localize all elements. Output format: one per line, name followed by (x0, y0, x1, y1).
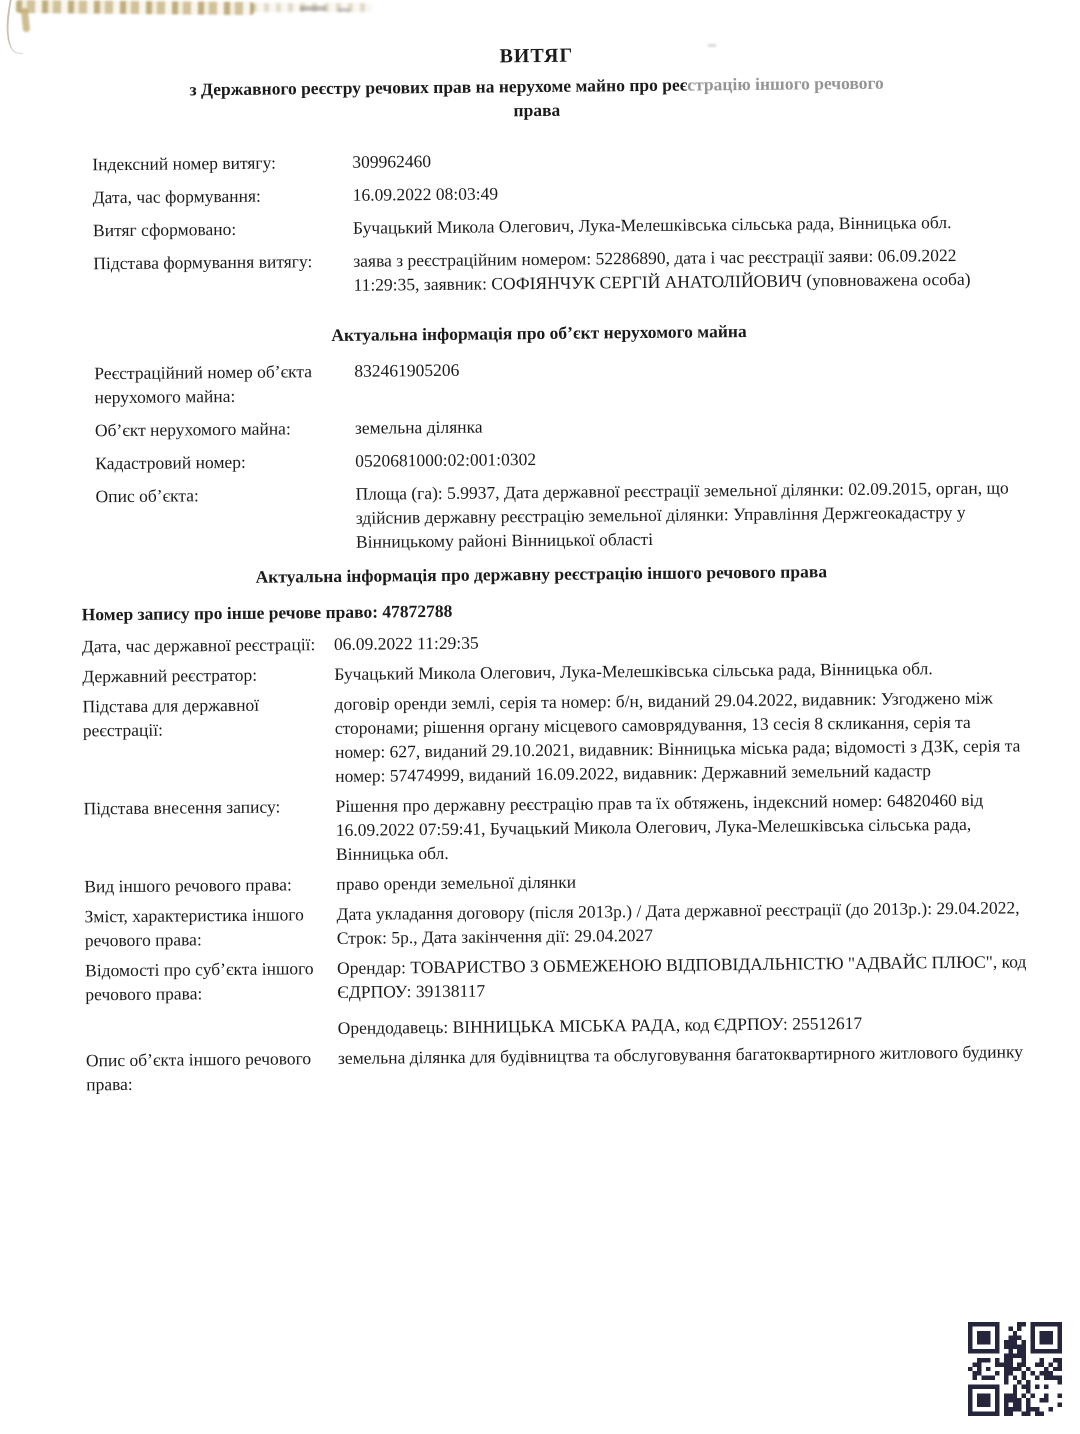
field-label: Кадастровий номер: (95, 451, 246, 474)
row-right-subject-info (5, 949, 1080, 1043)
subtitle-faded-part: страцію іншого речового (687, 72, 884, 95)
qr-code (966, 1322, 1064, 1416)
row-registration-basis (2, 685, 1080, 791)
field-value: земельна ділянка (354, 416, 483, 438)
field-label: Об’єкт нерухомого майна: (94, 418, 291, 441)
field-value: земельна ділянка для будівництва та обслуговування багатоквартирного житлового будинку (337, 1041, 1024, 1068)
field-label: Опис об’єкта іншого речового права: (85, 1048, 312, 1095)
row-property-object (0, 409, 1080, 443)
subtitle-dark-part: з Державного реєстру речових прав на нерухоме майно про реє (189, 74, 688, 100)
field-label: Державний реєстратор: (82, 664, 258, 687)
field-value: 0520681000:02:001:0302 (355, 449, 537, 471)
field-value (337, 949, 1028, 1040)
row-cadastral-number (0, 442, 1080, 476)
row-state-registration-datetime (2, 625, 1080, 659)
document-subtitle (67, 70, 1007, 127)
field-value: Дата укладання договору (після 2013р.) / Дата державної реєстрації (до 2013р.): 29.04.2022, Строк: 5р., Дата закінчення дії: 29.04.2027 (336, 897, 1020, 948)
lessee-paragraph: Орендар: ТОВАРИСТВО З ОБМЕЖЕНОЮ ВІДПОВІДАЛЬНІСТЮ "АДВАЙС ПЛЮС", код ЄДРПОУ: 39138117 (336, 951, 1027, 1002)
row-extract-formation-basis (0, 242, 1079, 300)
field-value: 832461905206 (354, 359, 460, 381)
field-value: 16.09.2022 08:03:49 (352, 183, 499, 205)
document-title: ВИТЯГ (499, 44, 574, 68)
field-value: Рішення про державну реєстрацію прав та їх обтяжень, індексний номер: 64820460 від 16.09.2022 07:59:41, Бучацький Микола Олегович, Лука-Мелешківська сільська рада, Вінницька обл. (335, 789, 984, 864)
field-value: право оренди земельної ділянки (336, 871, 577, 894)
record-number-line: Номер запису про інше речове право: 47872788 (81, 600, 453, 625)
field-label: Реєстраційний номер об’єкта нерухомого майна: (94, 361, 313, 408)
field-label: Витяг сформовано: (92, 218, 237, 241)
row-record-entry-basis (3, 787, 1080, 869)
row-state-registrar (2, 655, 1080, 689)
row-object-registration-number (0, 352, 1080, 410)
lessor-paragraph: Орендодавець: ВІННИЦЬКА МІСЬКА РАДА, код ЄДРПОУ: 25512617 (337, 1012, 863, 1038)
row-extract-formed-by (0, 209, 1078, 243)
subtitle-line2: права (513, 99, 561, 121)
field-label: Дата, час державної реєстрації: (81, 634, 316, 657)
field-value: заява з реєстраційним номером: 52286890, дата і час реєстрації заяви: 06.09.2022 11:29:35, заявник: СОФІЯНЧУК СЕРГІЙ АНАТОЛІЙОВИЧ (уповноважена особа) (353, 244, 971, 295)
field-label: Підстава формування витягу: (93, 251, 313, 274)
row-object-description (0, 475, 1080, 557)
row-formation-datetime (0, 176, 1078, 210)
field-label: Підстава внесення запису: (83, 796, 281, 819)
section-heading-right-registration: Актуальна інформація про державну реєстрацію іншого речового права (255, 561, 828, 587)
field-label: Індексний номер витягу: (92, 152, 277, 175)
field-label: Опис об’єкта: (95, 485, 199, 507)
field-label: Дата, час формування: (92, 185, 261, 208)
field-value: Площа (га): 5.9937, Дата державної реєстрації земельної ділянки: 02.09.2015, орган, що здійснив державну реєстрацію земельної ділянки: Управління Держгеокадастру у Вінницькому районі Вінницької області (355, 477, 1009, 552)
field-value: Бучацький Микола Олегович, Лука-Мелешківська сільська рада, Вінницька обл. (334, 658, 933, 684)
field-label: Зміст, характеристика іншого речового права: (84, 904, 304, 951)
row-right-content (4, 895, 1080, 953)
field-value: договір оренди землі, серія та номер: б/н, виданий 29.04.2022, видавник: Узгоджено між сторонами; рішення органу місцевого самоврядування, 13 сесія 8 скликання, серія та номер: 627, виданий 29.10.2021, видавник: Вінницька міська рада; відомості з ДЗК, серія та номер: 57474999, виданий 16.09.2022, видавник: Державний земельний кадастр (334, 687, 1021, 786)
field-value: 309962460 (352, 151, 432, 172)
field-label: Вид іншого речового права: (84, 874, 292, 897)
field-value: Бучацький Микола Олегович, Лука-Мелешківська сільська рада, Вінницька обл. (352, 212, 952, 238)
row-right-type (4, 865, 1080, 899)
row-right-object-description (6, 1039, 1080, 1097)
field-label: Підстава для державної реєстрації: (82, 694, 260, 741)
section-heading-object-info: Актуальна інформація про об’єкт нерухомого майна (331, 321, 747, 345)
field-label: Відомості про суб’єкта іншого речового права: (85, 958, 314, 1005)
row-extract-index-number (0, 143, 1077, 177)
field-value: 06.09.2022 11:29:35 (333, 632, 479, 654)
